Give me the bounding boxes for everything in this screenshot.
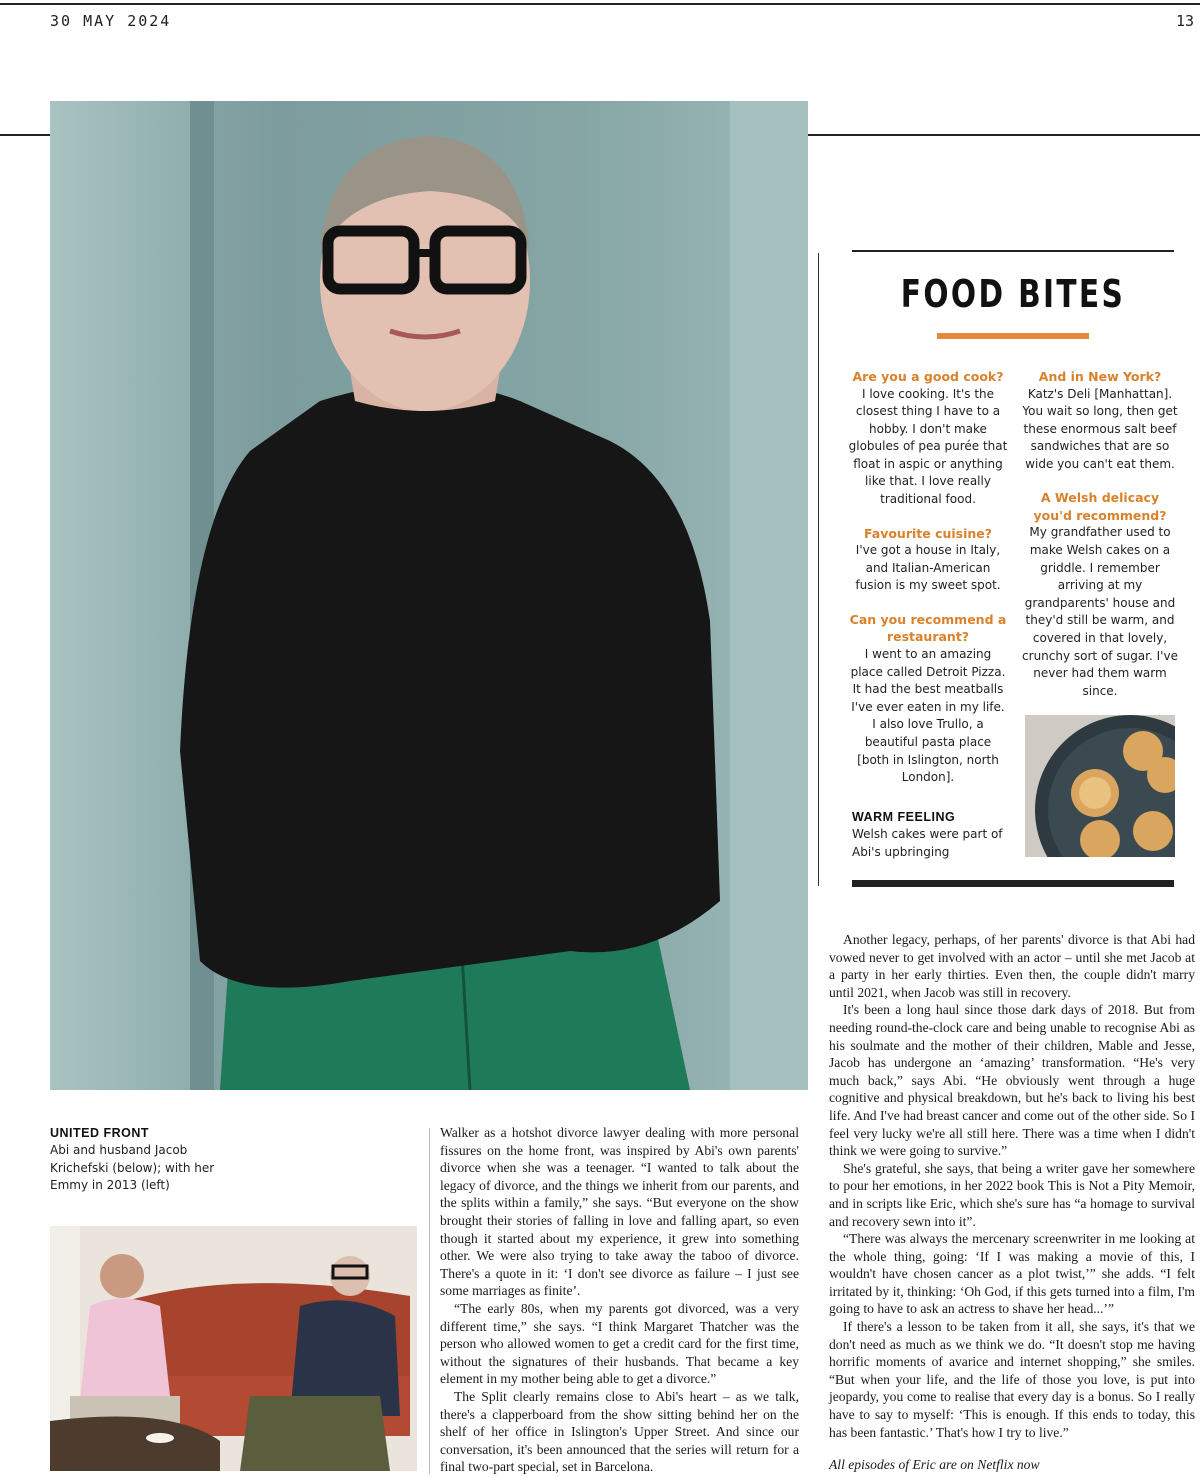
welsh-cakes-illustration	[1025, 715, 1175, 857]
qa-item	[1020, 368, 1180, 473]
caption-text: Abi and husband Jacob Krichefski (below); with her Emmy in 2013 (left)	[50, 1143, 215, 1193]
question: A Welsh delicacy you'd recommend?	[1033, 490, 1167, 523]
food-bites-accent-bar	[937, 333, 1089, 339]
food-bites-right-column	[1020, 368, 1180, 716]
issue-date: 30 MAY 2024	[50, 12, 172, 30]
article-column-2	[829, 931, 1195, 1441]
qa-item	[848, 611, 1008, 787]
qa-item	[848, 525, 1008, 595]
couple-illustration	[50, 1226, 417, 1471]
question: And in New York?	[1038, 369, 1162, 384]
portrait-illustration	[50, 101, 808, 1090]
answer: I went to an amazing place called Detroit Pizza. It had the best meatballs I've ever eaten in my life. I also love Trullo, a beautiful pasta place [both in Islington, north London].	[850, 646, 1006, 785]
article-paragraph: “There was always the mercenary screenwriter in me looking at the whole thing, going: ‘If I was making a movie of this, I wouldn't have chosen cancer as a plot twist,’” she adds. “I felt irritated by it, thinking: ‘Oh God, if this gets turned into a film, I'm going to have to ask an actress to shave her head...’”	[829, 1231, 1195, 1317]
food-bites-top-rule	[852, 250, 1174, 252]
answer: Katz's Deli [Manhattan]. You wait so long, then get these enormous salt beef sandwiches that are so wide you can't eat them.	[1022, 386, 1178, 471]
article-paragraph: Walker as a hotshot divorce lawyer dealing with more personal fissures on the home front, was inspired by Abi's own parents' divorce when she was a teenager. “I wanted to talk about the legacy of divorce, and the things we inherit from our parents, and the splits within a family,” she says. “But everyone on the show brought their stories of falling in love and falling apart, so even though it started about my experience, it grew into something other. We were also trying to take away the taboo of divorce. There's a quote in it: ‘I don't see divorce as failure – I just see some marriages as finite’.	[440, 1125, 799, 1299]
article-column-1	[440, 1124, 799, 1476]
photo-caption-text: Welsh cakes were part of Abi's upbringing	[852, 827, 1003, 859]
header-rule	[0, 3, 1200, 5]
section-rule-left	[0, 134, 50, 136]
section-rule-right	[808, 134, 1200, 136]
question: Can you recommend a restaurant?	[849, 611, 1007, 645]
article-paragraph: She's grateful, she says, that being a writer gave her somewhere to pour her emotions, in her 2022 book This is Not a Pity Memoir, and in scripts like Eric, which she's sure has “a homage to survival and recovery sewn into it”.	[829, 1160, 1195, 1229]
article-credit: All episodes of Eric are on Netflix now	[829, 1457, 1040, 1472]
couple-photo	[50, 1226, 417, 1471]
article-paragraph: If there's a lesson to be taken from it all, she says, it's that we don't need as much as we think we do. “It doesn't stop me having horrific moments of avarice and internet shopping,” she smiles. “But when your life, and the life of those you love, is put into jeopardy, you come to realise that every day is a bonus. So I really have to say to myself: ‘This is enough. If this ends to today, this has been fantastic.’ That's how I try to live.”	[829, 1319, 1195, 1440]
welsh-cakes-photo	[1025, 715, 1175, 857]
article-paragraph: The Split clearly remains close to Abi's heart – as we talk, there's a clapperboard from the show sitting behind her on the shelf of her office in Islington's Upper Street. And since our conversation, it's been announced that the series will return for a final two-part special, set in Barcelona.	[440, 1388, 799, 1475]
portrait-photo	[50, 101, 808, 1090]
sidebar-divider	[818, 253, 819, 886]
answer: I love cooking. It's the closest thing I have to a hobby. I don't make globules of pea purée that float in aspic or anything like that. I love really traditional food.	[848, 386, 1008, 507]
food-bites-left-column	[848, 368, 1008, 803]
column-separator	[429, 1128, 430, 1474]
food-bites-bottom-rule	[852, 880, 1174, 887]
answer: My grandfather used to make Welsh cakes on a griddle. I remember arriving at my grandparents' house and they'd still be warm, and covered in that lovely, crunchy sort of sugar. I've never had them warm since.	[1022, 525, 1178, 698]
photo-caption-title: WARM FEELING	[852, 810, 956, 824]
article-paragraph: Another legacy, perhaps, of her parents' divorce is that Abi had vowed never to get involved with an actor – until she met Jacob at a party in her early thirties. Even then, the couple didn't marry until 2021, when Jacob was still in recovery.	[829, 932, 1195, 1000]
page-number: 13	[1175, 12, 1194, 30]
answer: I've got a house in Italy, and Italian-American fusion is my sweet spot.	[855, 543, 1001, 593]
food-bites-title: FOOD BITES	[900, 272, 1126, 316]
article-paragraph: “The early 80s, when my parents got divorced, was a very different time,” she says. “I think Margaret Thatcher was the person who allowed women to get a credit card for the first time, without the signatures of their husbands. That became a key element in my mother being able to get a divorce.”	[440, 1300, 799, 1387]
article-paragraph: It's been a long haul since those dark days of 2018. But from needing round-the-clock care and being unable to recognise Abi as his soulmate and the mother of their children, Mable and Jesse, Jacob has undergone an ‘amazing’ transformation. “He's very much back,” says Abi. “He obviously went through a huge cognitive and physical breakdown, but he's back to living his best life. And I've had breast cancer and come out of the other side. So I feel very lucky we're all still here. There was a time when I didn't think we were going to survive.”	[829, 1002, 1195, 1159]
question: Are you a good cook?	[852, 369, 1004, 384]
qa-item	[848, 368, 1008, 509]
question: Favourite cuisine?	[863, 525, 993, 541]
qa-item	[1020, 489, 1180, 700]
caption-title: UNITED FRONT	[50, 1126, 150, 1140]
